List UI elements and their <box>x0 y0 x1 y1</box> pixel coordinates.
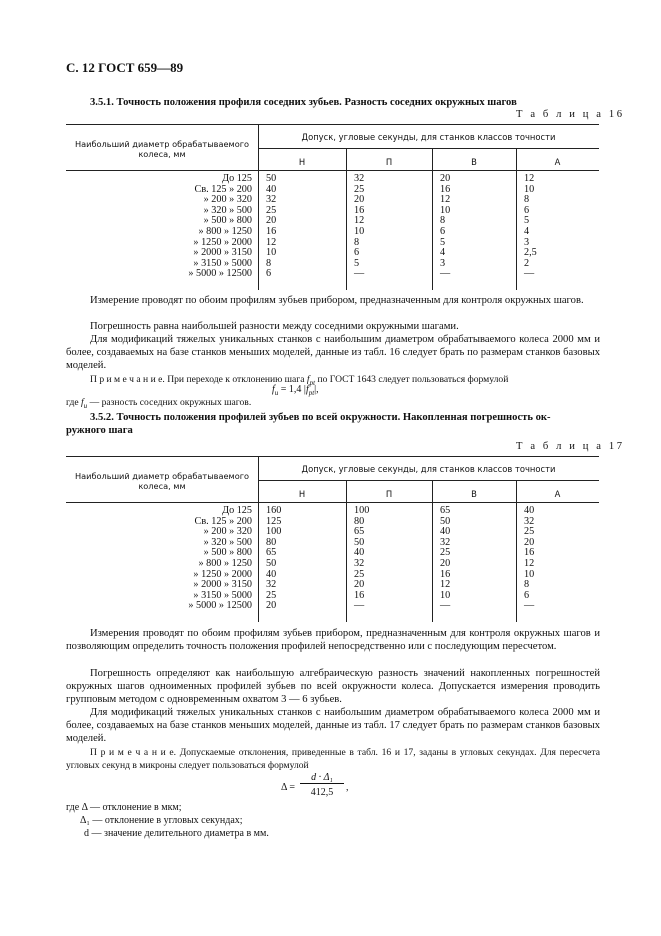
class-header-n: Н <box>298 489 306 499</box>
table-cell-p: 20 <box>354 194 365 206</box>
table-cell-h: 100 <box>266 526 282 538</box>
table-cell-p: 16 <box>354 589 365 601</box>
table-cell-a: 10 <box>524 183 535 195</box>
column-header-diameter: Наибольший диаметр обрабатываемого колеса, мм <box>74 139 250 159</box>
table-cell-h: 160 <box>266 505 282 516</box>
table-cell-h: 50 <box>266 558 277 569</box>
where-text: — разность соседних окружных шагов. <box>87 397 252 408</box>
heading-line: ружного шага <box>66 425 133 436</box>
table-cell-p: 8 <box>354 236 360 248</box>
paragraph: Для модификаций тяжелых уникальных станков с наибольшим диаметром обрабатываемого колеса 2000 мм и более, создаваемых на базе станков меньших моделей, данные из табл. 17 следует брать по размерам станков базовых моделей. <box>66 707 600 744</box>
table-cell-v: 20 <box>440 173 451 184</box>
table-cell-h: 40 <box>266 568 277 580</box>
table-cell-diameter: » 2000 » 3150 <box>193 247 252 259</box>
definition-delta: где Δ — отклонение в мкм; <box>66 802 182 813</box>
table-cell-diameter: » 800 » 1250 <box>198 226 252 237</box>
table-cell-diameter: Св. 125 » 200 <box>194 515 252 527</box>
table-cell-diameter: » 320 » 500 <box>203 536 252 548</box>
class-header-a: А <box>554 489 561 499</box>
table-cell-h: 20 <box>266 600 277 612</box>
table-cell-diameter: До 125 <box>222 173 252 184</box>
table-cell-a: 8 <box>524 579 530 591</box>
note-subscript: pt <box>309 378 316 387</box>
table-cell-a: — <box>524 268 535 280</box>
table-cell-p: 100 <box>354 505 370 516</box>
table-cell-h: 65 <box>266 547 277 559</box>
table-cell-v: 65 <box>440 505 451 516</box>
table-cell-diameter: » 200 » 320 <box>203 194 252 206</box>
table-cell-a: 12 <box>524 558 535 569</box>
table-cell-v: 4 <box>440 247 446 259</box>
table-cell-h: 125 <box>266 515 282 527</box>
formula-symbol: f <box>272 384 275 395</box>
table-cell-a: 40 <box>524 505 535 516</box>
table-cell-p: 50 <box>354 536 365 548</box>
class-header-p: П <box>385 489 393 499</box>
table-cell-diameter: » 5000 » 12500 <box>188 268 252 280</box>
header-bottom-rule <box>66 170 599 171</box>
table-cell-p: — <box>354 600 365 612</box>
table-cell-a: 10 <box>524 568 535 580</box>
table-cell-h: 6 <box>266 268 272 280</box>
table-cell-a: 2 <box>524 257 530 269</box>
section-heading-3-5-2 <box>66 411 600 437</box>
class-header-n: Н <box>298 157 306 167</box>
table-cell-p: 32 <box>354 173 365 184</box>
definition-d: d — значение делительного диаметра в мм. <box>84 828 269 839</box>
table-cell-v: 25 <box>440 547 451 559</box>
table-cell-a: 6 <box>524 204 530 216</box>
table-17-caption: Т а б л и ц а 17 <box>516 441 625 452</box>
table-cell-a: 6 <box>524 589 530 601</box>
table-cell-v: 12 <box>440 194 451 206</box>
where-symbol: f <box>81 397 84 408</box>
heading-line: 3.5.2. Точность положения профилей зубьев по всей окружности. Накопленная погрешность ок- <box>90 412 551 423</box>
paragraph: Для модификаций тяжелых уникальных станков с наибольшим диаметром обрабатываемого колеса 2000 мм и более, создаваемых на базе станков меньших моделей, данные из табл. 16 следует брать по размерам станков базовых моделей. <box>66 334 600 371</box>
table-cell-p: 32 <box>354 558 365 569</box>
table-cell-p: 6 <box>354 247 360 259</box>
note <box>66 746 600 772</box>
column-header-tolerance: Допуск, угловые секунды, для станков классов точности <box>301 464 556 474</box>
table-cell-diameter: » 800 » 1250 <box>198 558 252 569</box>
table-cell-p: 40 <box>354 547 365 559</box>
note-text-a: При переходе к отклонению шага <box>167 374 305 385</box>
table-cell-h: 32 <box>266 194 277 206</box>
table-cell-a: 2,5 <box>524 247 537 259</box>
formula-lhs: Δ = <box>281 782 296 793</box>
paragraph: Погрешность определяют как наибольшую алгебраическую разность значений накопленных погрешностей окружных шагов одноименных профилей зубьев по всей окружности колеса. Допускается измерения проводить групповым методом с одновременным охватом 3 — 6 зубьев. <box>66 668 600 705</box>
column-header-tolerance: Допуск, угловые секунды, для станков классов точности <box>301 132 556 142</box>
paragraph: Погрешность равна наибольшей разности между соседними окружными шагами. <box>90 321 459 332</box>
table-cell-v: 6 <box>440 226 446 237</box>
table-cell-p: 25 <box>354 183 365 195</box>
table-cell-h: 40 <box>266 183 277 195</box>
table-cell-h: 32 <box>266 579 277 591</box>
table-cell-h: 25 <box>266 589 277 601</box>
table-cell-h: 10 <box>266 247 277 259</box>
table-cell-v: — <box>440 600 451 612</box>
table-cell-v: 40 <box>440 526 451 538</box>
table-cell-diameter: » 500 » 800 <box>203 215 252 227</box>
class-header-a: А <box>554 157 561 167</box>
formula-numerator: d · Δ₁ <box>300 772 344 784</box>
table-cell-diameter: » 5000 » 12500 <box>188 600 252 612</box>
formula-denominator: 412,5 <box>310 787 334 798</box>
table-cell-diameter: Св. 125 » 200 <box>194 183 252 195</box>
header-bottom-rule <box>66 502 599 503</box>
paragraph: Измерение проводят по обоим профилям зубьев прибором, предназначенным для контроля окружных шагов. <box>90 295 584 306</box>
table-17 <box>66 456 599 622</box>
table-cell-v: 10 <box>440 589 451 601</box>
table-cell-a: 16 <box>524 547 535 559</box>
table-cell-diameter: » 3150 » 5000 <box>193 257 252 269</box>
table-cell-diameter: » 200 » 320 <box>203 526 252 538</box>
table-cell-a: 25 <box>524 526 535 538</box>
table-cell-v: 3 <box>440 257 446 269</box>
table-cell-p: 80 <box>354 515 365 527</box>
note-text: Допускаемые отклонения, приведенные в табл. 16 и 17, заданы в угловых секундах. Для пересчета угловых секунд в микроны следует пользоваться формулой <box>66 747 600 771</box>
note-label: П р и м е ч а н и е. <box>90 374 165 385</box>
table-cell-v: 16 <box>440 183 451 195</box>
table-cell-a: 12 <box>524 173 535 184</box>
header-divider <box>258 148 599 149</box>
table-cell-diameter: » 320 » 500 <box>203 204 252 216</box>
table-cell-v: 10 <box>440 204 451 216</box>
formula-subscript: pt <box>308 389 315 397</box>
table-cell-v: 5 <box>440 236 446 248</box>
table-cell-h: 20 <box>266 215 277 227</box>
table-cell-v: 12 <box>440 579 451 591</box>
table-top-rule <box>66 456 599 457</box>
table-cell-a: 3 <box>524 236 530 248</box>
formula-tail: , <box>346 782 349 793</box>
note <box>66 373 600 390</box>
where-subscript: u <box>83 401 88 410</box>
table-top-rule <box>66 124 599 125</box>
table-cell-v: 32 <box>440 536 451 548</box>
table-cell-v: — <box>440 268 451 280</box>
table-cell-p: 12 <box>354 215 365 227</box>
table-cell-diameter: До 125 <box>222 505 252 516</box>
table-cell-a: 8 <box>524 194 530 206</box>
table-cell-a: — <box>524 600 535 612</box>
formula-subscript: u <box>274 389 279 397</box>
table-cell-v: 20 <box>440 558 451 569</box>
definition-delta1: Δ₁ — отклонение в угловых секундах; <box>80 815 243 826</box>
table-cell-p: 25 <box>354 568 365 580</box>
table-cell-diameter: » 500 » 800 <box>203 547 252 559</box>
table-cell-a: 32 <box>524 515 535 527</box>
table-16-caption: Т а б л и ц а 16 <box>516 109 625 120</box>
note-symbol: f <box>306 374 310 385</box>
formula-text: = 1,4 | <box>278 384 306 395</box>
table-cell-diameter: » 3150 » 5000 <box>193 589 252 601</box>
table-cell-v: 16 <box>440 568 451 580</box>
class-header-p: П <box>385 157 393 167</box>
table-cell-p: 65 <box>354 526 365 538</box>
note-label: П р и м е ч а н и е. <box>90 747 177 758</box>
table-cell-a: 4 <box>524 226 530 237</box>
table-cell-h: 80 <box>266 536 277 548</box>
table-cell-h: 16 <box>266 226 277 237</box>
table-cell-h: 25 <box>266 204 277 216</box>
paragraph: Измерения проводят по обоим профилям зубьев прибором, предназначенным для контроля окружных шагов и позволяющим определить точность положения профилей непосредственно или с последующим пересчетом. <box>66 628 600 652</box>
table-cell-h: 8 <box>266 257 272 269</box>
header-divider <box>258 480 599 481</box>
section-heading-3-5-1: 3.5.1. Точность положения профиля соседних зубьев. Разность соседних окружных шагов <box>90 97 517 108</box>
table-cell-a: 5 <box>524 215 530 227</box>
table-16 <box>66 124 599 290</box>
table-cell-p: 5 <box>354 257 360 269</box>
table-cell-p: 16 <box>354 204 365 216</box>
where-text: где <box>66 397 81 408</box>
class-header-v: В <box>471 157 477 167</box>
table-cell-v: 8 <box>440 215 446 227</box>
table-cell-diameter: » 2000 » 3150 <box>193 579 252 591</box>
table-cell-diameter: » 1250 » 2000 <box>193 568 252 580</box>
table-cell-a: 20 <box>524 536 535 548</box>
note-text-b: по ГОСТ 1643 следует пользоваться формулой <box>317 374 509 385</box>
page-header: С. 12 ГОСТ 659—89 <box>66 60 184 75</box>
formula-text: |, <box>314 384 319 395</box>
table-cell-p: 10 <box>354 226 365 237</box>
column-header-diameter: Наибольший диаметр обрабатываемого колеса, мм <box>74 471 250 491</box>
formula-symbol: f <box>305 384 309 395</box>
table-cell-h: 50 <box>266 173 277 184</box>
table-cell-h: 12 <box>266 236 277 248</box>
table-cell-v: 50 <box>440 515 451 527</box>
class-header-v: В <box>471 489 477 499</box>
table-cell-p: — <box>354 268 365 280</box>
table-cell-diameter: » 1250 » 2000 <box>193 236 252 248</box>
table-cell-p: 20 <box>354 579 365 591</box>
